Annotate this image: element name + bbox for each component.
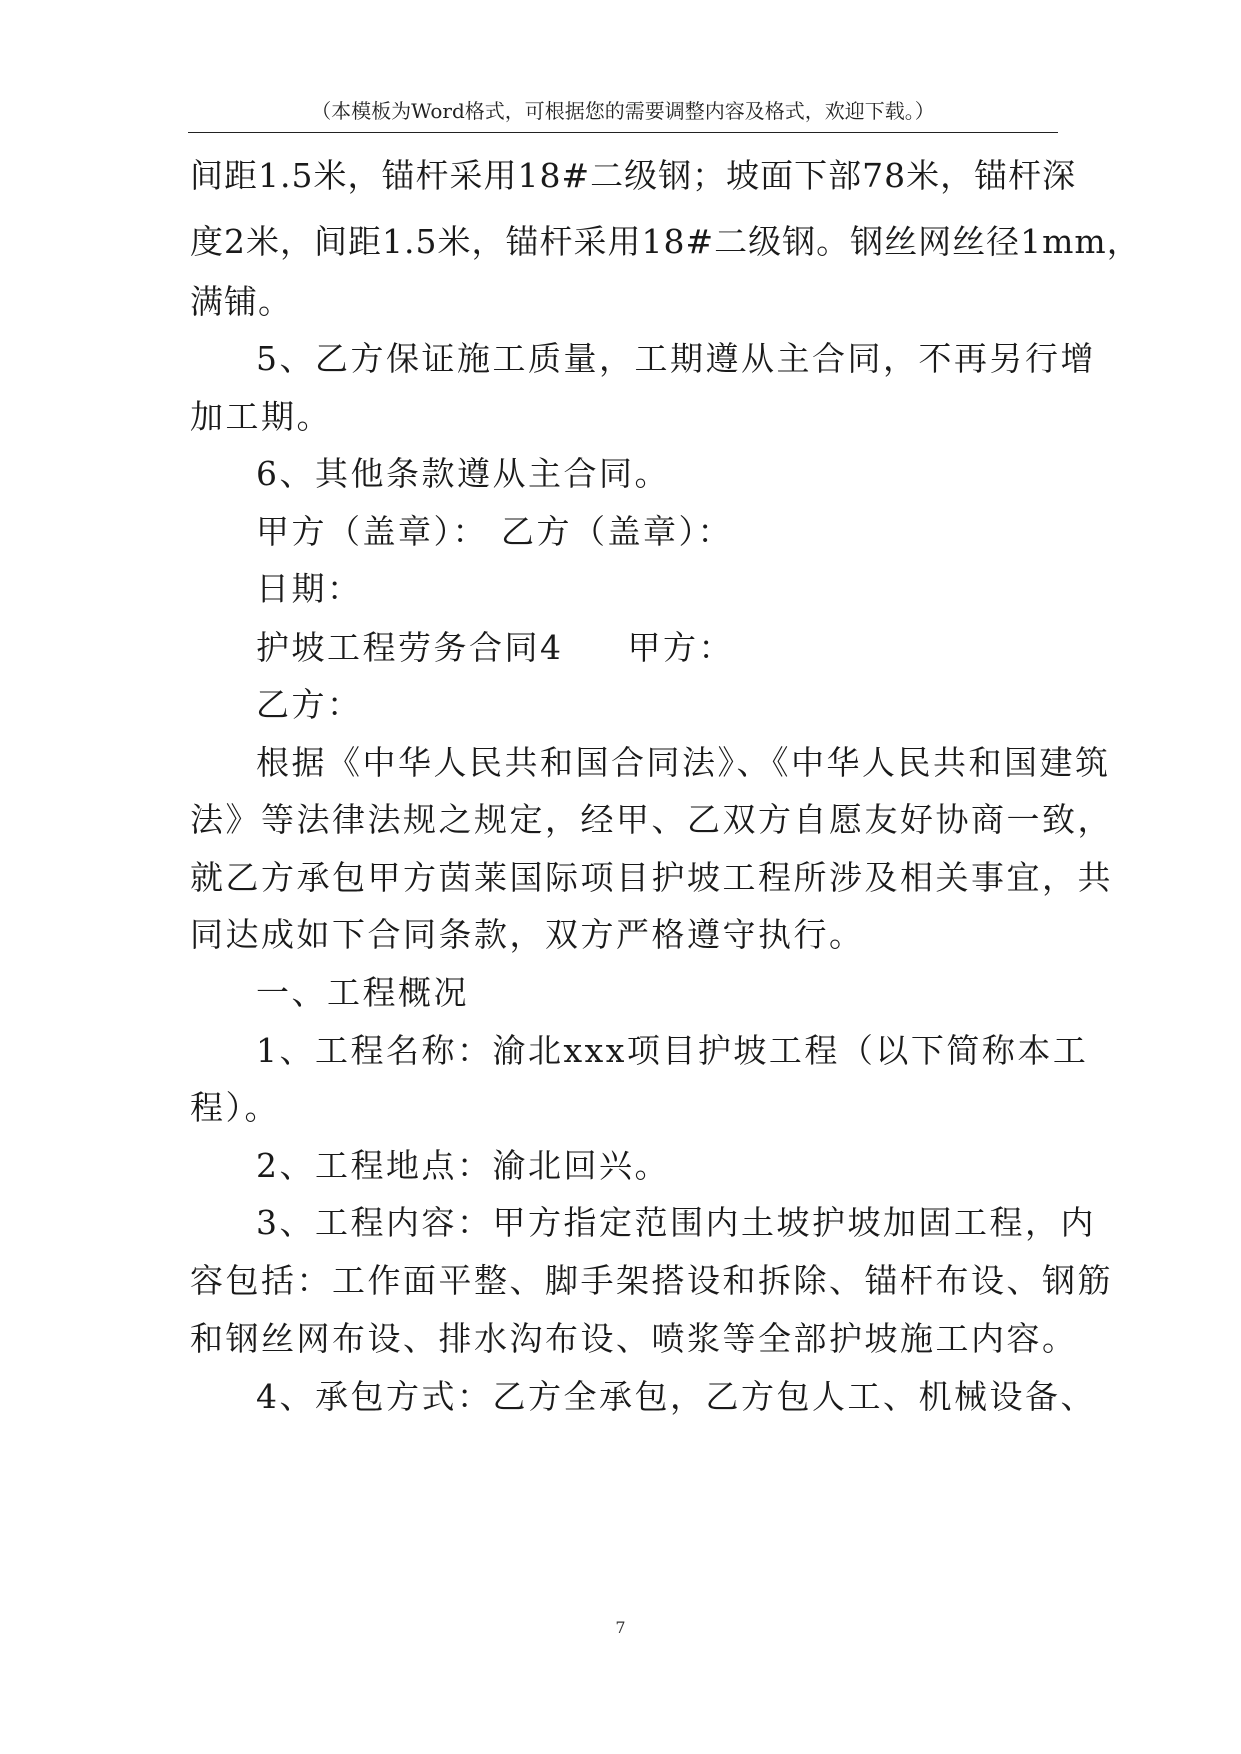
contract-title-line [256, 626, 734, 670]
paragraph-line: 2、工程地点：渝北回兴。 [256, 1146, 670, 1185]
paragraph-line: 程）。 [190, 1088, 280, 1127]
paragraph-line: 间距1.5米，锚杆采用18#二级钢；坡面下部78米，锚杆深 [190, 156, 1077, 195]
paragraph-line: 4、承包方式：乙方全承包，乙方包人工、机械设备、 [256, 1377, 1096, 1416]
paragraph-line: 度2米，间距1.5米，锚杆采用18#二级钢。钢丝网丝径1mm， [190, 222, 1141, 261]
document-header-note: （本模板为Word格式，可根据您的需要调整内容及格式，欢迎下载。） [188, 96, 1058, 133]
party-b-line: 乙方： [256, 685, 363, 724]
signature-line: 甲方（盖章）： 乙方（盖章）： [256, 512, 733, 551]
paragraph-line: 5、乙方保证施工质量，工期遵从主合同，不再另行增 [256, 339, 1096, 378]
paragraph-line: 加工期。 [190, 397, 332, 436]
party-a-label: 甲方： [627, 628, 734, 667]
contract-title: 护坡工程劳务合同4 [256, 628, 564, 667]
paragraph-line: 1、工程名称：渝北xxx项目护坡工程（以下简称本工 [256, 1031, 1089, 1070]
paragraph-line: 就乙方承包甲方茵莱国际项目护坡工程所涉及相关事宜，共 [190, 858, 1113, 897]
paragraph-line: 容包括：工作面平整、脚手架搭设和拆除、锚杆布设、钢筋 [190, 1261, 1113, 1300]
date-line: 日期： [256, 569, 363, 608]
section-heading: 一、工程概况 [256, 973, 469, 1012]
paragraph-line: 和钢丝网布设、排水沟布设、喷浆等全部护坡施工内容。 [190, 1319, 1078, 1358]
paragraph-line: 3、工程内容：甲方指定范围内土坡护坡加固工程，内 [256, 1203, 1096, 1242]
paragraph-line: 同达成如下合同条款，双方严格遵守执行。 [190, 915, 865, 954]
paragraph-line: 根据《中华人民共和国合同法》、《中华人民共和国建筑 [256, 743, 1111, 782]
paragraph-line: 法》等法律法规之规定，经甲、乙双方自愿友好协商一致， [190, 800, 1113, 839]
page-number: 7 [615, 1618, 626, 1637]
paragraph-line: 满铺。 [190, 282, 292, 321]
paragraph-line: 6、其他条款遵从主合同。 [256, 454, 670, 493]
